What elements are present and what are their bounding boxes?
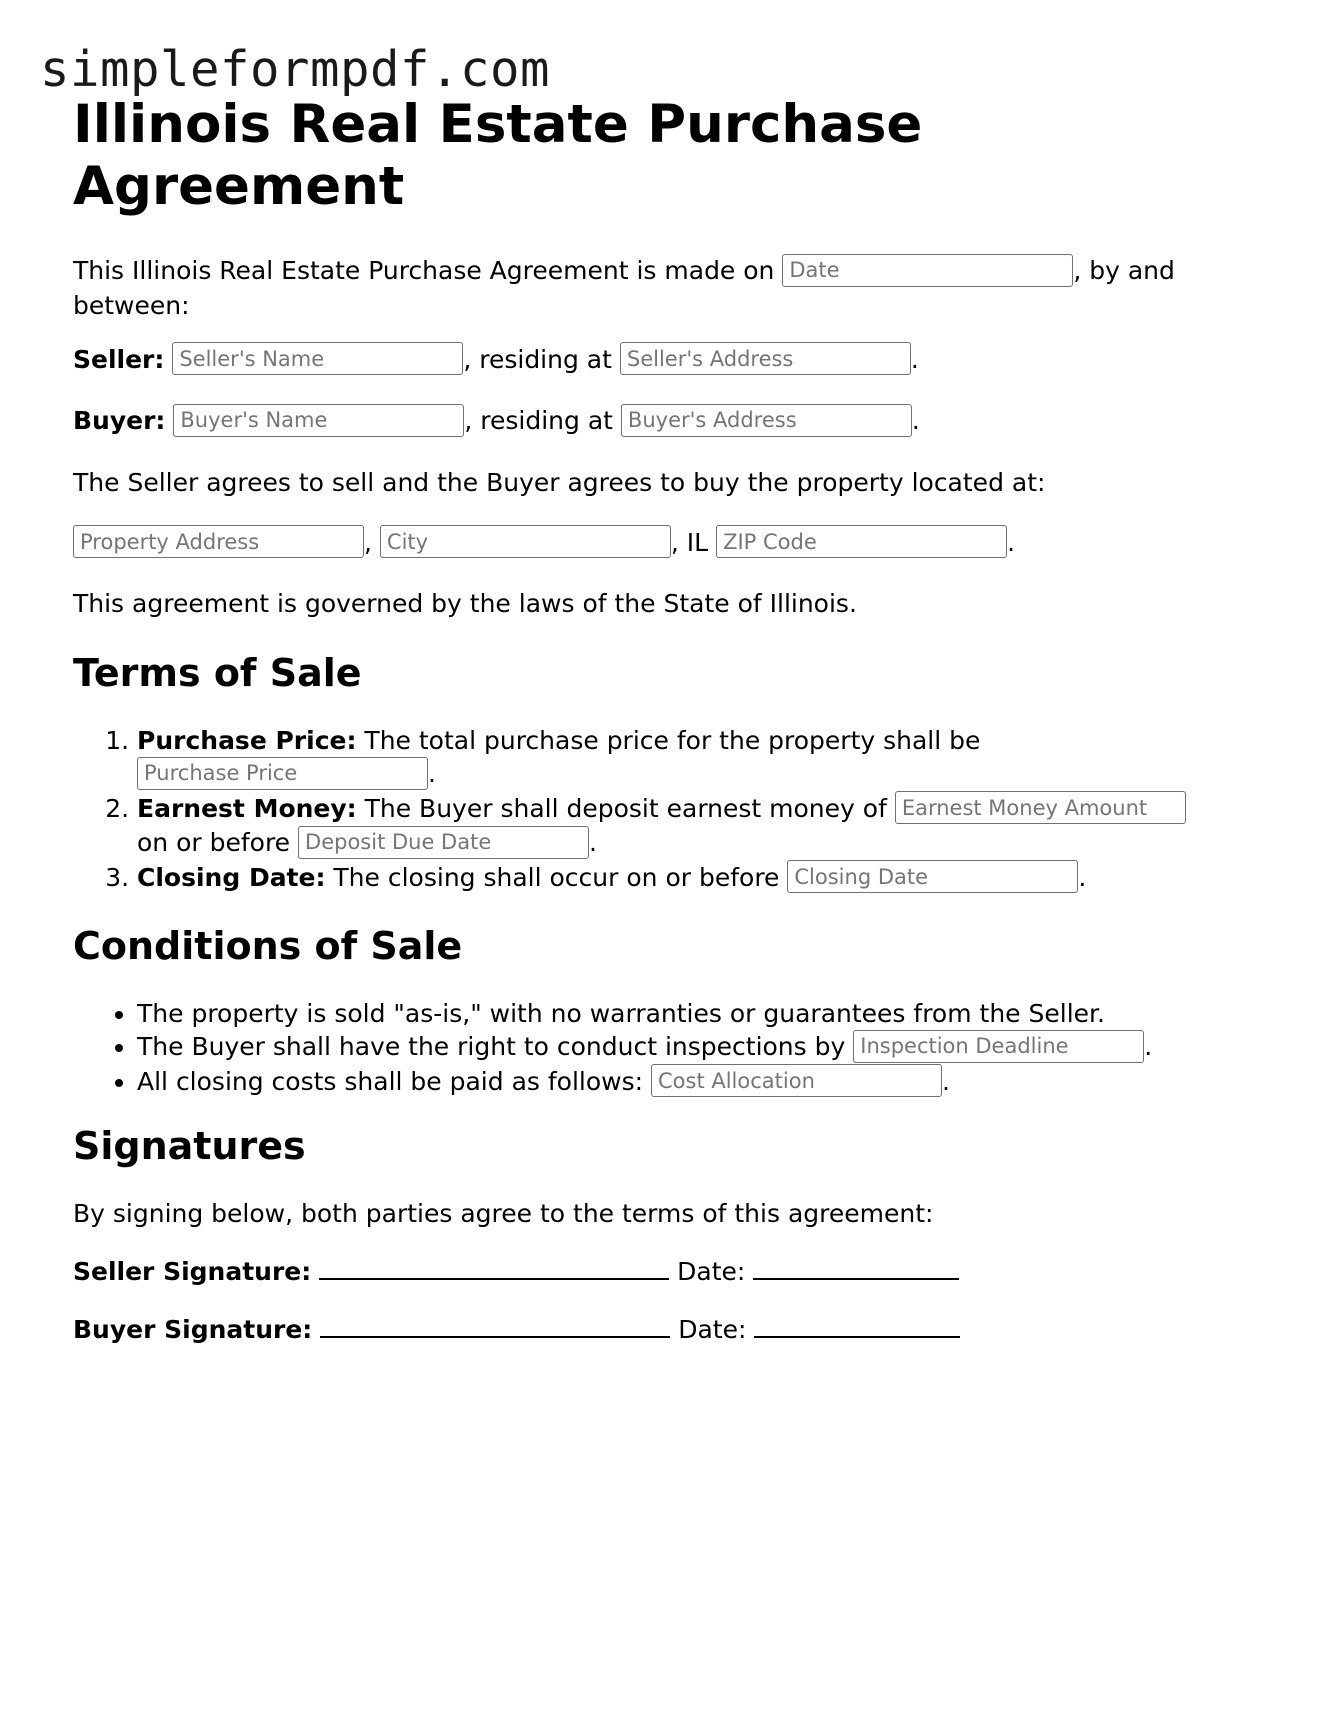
earnest-money-end: . <box>589 828 597 857</box>
deposit-due-date-input[interactable] <box>298 826 589 859</box>
closing-costs-text: All closing costs shall be paid as follows: <box>137 1066 644 1096</box>
closing-date-input[interactable] <box>787 860 1078 893</box>
property-intro: The Seller agrees to sell and the Buyer agrees to buy the property located at: <box>73 467 1046 497</box>
buyer-residing-text: , residing at <box>464 406 613 435</box>
seller-date-label: Date: <box>677 1257 746 1286</box>
seller-line-end: . <box>910 344 919 374</box>
conditions-heading: Conditions of Sale <box>73 924 463 968</box>
earnest-money-label: Earnest Money: <box>137 793 357 823</box>
seller-label: Seller: <box>73 344 165 374</box>
term-purchase-price <box>137 724 1253 792</box>
signatures-intro: By signing below, both parties agree to the terms of this agreement: <box>73 1199 934 1228</box>
inspection-deadline-input[interactable] <box>853 1030 1144 1063</box>
buyer-line <box>73 404 1253 439</box>
seller-name-input[interactable] <box>172 342 463 375</box>
closing-costs-end: . <box>942 1066 950 1096</box>
governing-law: This agreement is governed by the laws of the State of Illinois. <box>73 589 857 618</box>
inspection-end: . <box>1144 1032 1153 1061</box>
closing-date-end: . <box>1078 862 1087 892</box>
term-closing-date <box>137 861 1253 896</box>
buyer-signature-blank[interactable] <box>320 1312 670 1338</box>
purchase-price-end: . <box>428 759 436 788</box>
term-earnest-money <box>137 792 1253 861</box>
buyer-name-input[interactable] <box>173 404 464 437</box>
buyer-signature-line <box>73 1312 1253 1346</box>
buyer-label: Buyer: <box>73 406 166 435</box>
property-address-line <box>73 526 1253 561</box>
condition-inspection <box>137 1030 1253 1065</box>
terms-heading: Terms of Sale <box>73 651 362 695</box>
buyer-signature-label: Buyer Signature: <box>73 1315 313 1344</box>
conditions-list <box>73 997 1253 1099</box>
state-text: , IL <box>670 527 709 557</box>
buyer-line-end: . <box>911 406 920 435</box>
earnest-money-middle: on or before <box>137 828 291 857</box>
property-address-input[interactable] <box>73 525 364 558</box>
property-line-end: . <box>1007 527 1016 557</box>
seller-residing-text: , residing at <box>463 344 612 374</box>
closing-date-label: Closing Date: <box>137 862 326 892</box>
intro-suffix: , by and between: <box>73 256 1175 320</box>
city-input[interactable] <box>380 525 671 558</box>
seller-line <box>73 343 1253 378</box>
terms-list <box>73 724 1253 895</box>
condition-as-is: • The property is sold "as-is," with no warranties or guarantees from the Seller. <box>137 997 1253 1030</box>
earnest-money-amount-input[interactable] <box>895 791 1186 824</box>
purchase-price-input[interactable] <box>137 757 428 790</box>
document-body <box>73 94 1253 1370</box>
buyer-date-label: Date: <box>678 1315 747 1344</box>
inspection-text: The Buyer shall have the right to conduct inspections by <box>137 1032 846 1061</box>
purchase-price-text: The total purchase price for the property shall be <box>356 726 981 755</box>
seller-signature-label: Seller Signature: <box>73 1257 312 1286</box>
watermark: simpleformpdf.com <box>40 41 551 98</box>
property-comma: , <box>364 527 372 557</box>
earnest-money-text: The Buyer shall deposit earnest money of <box>356 793 887 823</box>
buyer-date-blank[interactable] <box>754 1312 960 1338</box>
intro-paragraph <box>73 254 1253 322</box>
intro-prefix: This Illinois Real Estate Purchase Agreement is made on <box>73 256 775 285</box>
purchase-price-label: Purchase Price: <box>137 726 357 755</box>
document-title: Illinois Real Estate Purchase Agreement <box>73 94 923 217</box>
seller-signature-line <box>73 1254 1253 1288</box>
seller-address-input[interactable] <box>620 342 911 375</box>
signatures-heading: Signatures <box>73 1124 306 1168</box>
cost-allocation-input[interactable] <box>651 1064 942 1097</box>
zip-code-input[interactable] <box>716 525 1007 558</box>
seller-signature-blank[interactable] <box>319 1254 669 1280</box>
agreement-date-input[interactable] <box>782 254 1073 287</box>
buyer-address-input[interactable] <box>621 404 912 437</box>
condition-closing-costs <box>137 1065 1253 1100</box>
closing-date-text: The closing shall occur on or before <box>325 862 780 892</box>
seller-date-blank[interactable] <box>753 1254 959 1280</box>
